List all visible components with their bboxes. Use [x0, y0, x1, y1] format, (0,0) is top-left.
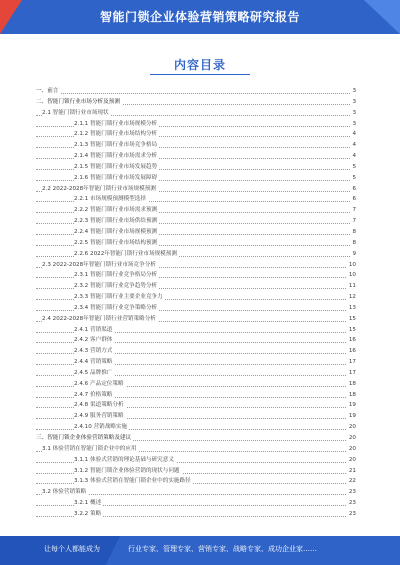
toc-entry-label: 2.4.4 营销策略 — [74, 357, 114, 368]
footer-motto: 让每个人都能成为 — [44, 545, 100, 553]
toc-entry[interactable] — [36, 205, 354, 216]
toc-entry[interactable] — [36, 216, 354, 227]
toc-entry-page: 8 — [350, 238, 356, 249]
toc-entry-label: 3.1.2 智能门锁企业体验营销的现状与问题 — [74, 466, 182, 477]
toc-entry-page: 20 — [347, 433, 356, 444]
toc-entry[interactable] — [36, 119, 354, 130]
toc-entry[interactable] — [36, 325, 354, 336]
toc-entry[interactable] — [36, 97, 354, 108]
toc-entry-label: 2.3.4 智能门锁行业竞争策略分析 — [74, 303, 159, 314]
toc-entry-label: 3.2.2 策略 — [74, 509, 103, 520]
toc-entry[interactable] — [36, 292, 354, 303]
toc-entry-label: 2.4.5 品牌推广 — [74, 368, 114, 379]
toc-entry-page: 4 — [350, 151, 356, 162]
toc-entry[interactable] — [36, 335, 354, 346]
toc-entry[interactable] — [36, 249, 354, 260]
toc-entry-page: 7 — [350, 216, 356, 227]
toc-entry-page: 10 — [347, 270, 356, 281]
toc-entry-label: 一、前言 — [36, 86, 60, 97]
toc-entry-page: 3 — [350, 97, 356, 108]
toc-entry-page: 3 — [350, 119, 356, 130]
toc-entry-label: 2.2 2022-2028年智能门锁行业市场规模预测 — [42, 184, 158, 195]
toc-entry-page: 10 — [347, 260, 356, 271]
toc-entry-page: 19 — [347, 400, 356, 411]
toc-entry-label: 3.1.1 体验式营销的理论基础与研究意义 — [74, 455, 176, 466]
toc-entry-label: 2.4.2 客户群体 — [74, 335, 114, 346]
toc-entry-label: 2.2.2 智能门锁行业市场需求预测 — [74, 205, 159, 216]
toc-entry[interactable] — [36, 411, 354, 422]
toc-entry[interactable] — [36, 390, 354, 401]
toc-entry-label: 2.4 2022-2028年智能门锁行业营销策略分析 — [42, 314, 158, 325]
toc-entry[interactable] — [36, 444, 354, 455]
toc-entry-page: 5 — [350, 162, 356, 173]
toc-entry-label: 2.4.6 产品定位策略 — [74, 379, 126, 390]
toc-entry[interactable] — [36, 140, 354, 151]
toc-entry-label: 2.1.2 智能门锁行业市场结构分析 — [74, 129, 159, 140]
toc-entry[interactable] — [36, 476, 354, 487]
toc-entry-page: 3 — [350, 86, 356, 97]
toc-entry-page: 5 — [350, 173, 356, 184]
toc-entry[interactable] — [36, 466, 354, 477]
toc-entry-label: 2.2.6 2022年智能门锁行业市场规模预测 — [74, 249, 179, 260]
toc-entry-page: 8 — [350, 227, 356, 238]
toc-entry-label: 2.2.3 智能门锁行业市场供给预测 — [74, 216, 159, 227]
toc-entry-page: 21 — [347, 466, 356, 477]
heading-divider — [150, 74, 250, 75]
toc-entry-label: 2.3.2 智能门锁行业竞争趋势分析 — [74, 281, 159, 292]
toc-entry[interactable] — [36, 194, 354, 205]
toc-entry-page: 20 — [347, 444, 356, 455]
toc-entry[interactable] — [36, 86, 354, 97]
toc-entry-page: 23 — [347, 498, 356, 509]
toc-entry-label: 3.1 体验营销在智能门锁企业中的应用 — [42, 444, 139, 455]
toc-entry-label: 2.4.9 服务营销策略 — [74, 411, 126, 422]
toc-entry-label: 2.1.5 智能门锁行业市场发展趋势 — [74, 162, 159, 173]
toc-entry[interactable] — [36, 433, 354, 444]
toc-entry-page: 6 — [350, 184, 356, 195]
footer-roles: 行业专家、管理专家、营销专家、战略专家、成功企业家…… — [128, 545, 317, 553]
toc-entry-label: 3.2 体验营销策略 — [42, 487, 88, 498]
toc-entry-label: 2.4.7 价格策略 — [74, 390, 114, 401]
toc-entry-label: 2.4.8 渠道策略分析 — [74, 400, 126, 411]
toc-entry-label: 2.2.1 市场规模预测模型选择 — [74, 194, 148, 205]
dot-leader — [36, 93, 354, 94]
page-footer — [0, 536, 400, 565]
toc-entry-page: 3 — [350, 108, 356, 119]
toc-entry-page: 19 — [347, 411, 356, 422]
toc-entry-label: 2.3.3 智能门锁行业主要企业竞争力 — [74, 292, 165, 303]
toc-entry-page: 13 — [347, 303, 356, 314]
toc-entry[interactable] — [36, 108, 354, 119]
toc-entry-page: 15 — [347, 314, 356, 325]
toc-entry[interactable] — [36, 173, 354, 184]
toc-entry-page: 6 — [350, 194, 356, 205]
toc-entry-page: 20 — [347, 455, 356, 466]
toc-entry-label: 三、智能门锁企业体验营销策略及建议 — [36, 433, 133, 444]
toc-entry-label: 2.1.6 智能门锁行业市场发展障碍 — [74, 173, 159, 184]
toc-entry[interactable] — [36, 455, 354, 466]
toc-entry-page: 12 — [347, 292, 356, 303]
toc-entry-page: 16 — [347, 335, 356, 346]
toc-entry[interactable] — [36, 422, 354, 433]
toc-entry-label: 3.1.3 体验式营销在智能门锁企业中的实施路径 — [74, 476, 193, 487]
toc-entry-page: 17 — [347, 368, 356, 379]
report-title: 智能门锁企业体验营销策略研究报告 — [99, 10, 300, 24]
toc-entry[interactable] — [36, 184, 354, 195]
toc-entry-label: 二、智能门锁行业市场分析及预测 — [36, 97, 122, 108]
toc-entry-label: 2.3 2022-2028年智能门锁行业市场竞争分析 — [42, 260, 158, 271]
table-of-contents — [36, 86, 354, 520]
toc-entry-page: 4 — [350, 140, 356, 151]
toc-entry-label: 2.2.5 智能门锁行业市场结构预测 — [74, 238, 159, 249]
toc-entry[interactable] — [36, 260, 354, 271]
toc-entry-label: 2.1.3 智能门锁行业市场竞争格局 — [74, 140, 159, 151]
toc-entry[interactable] — [36, 281, 354, 292]
toc-entry[interactable] — [36, 368, 354, 379]
toc-entry[interactable] — [36, 498, 354, 509]
toc-entry[interactable] — [36, 162, 354, 173]
toc-entry-page: 22 — [347, 476, 356, 487]
toc-heading: 内容目录 — [173, 58, 226, 72]
toc-entry[interactable] — [36, 151, 354, 162]
toc-entry-label: 2.1.1 智能门锁行业市场规模分析 — [74, 119, 159, 130]
toc-entry-label: 2.4.3 营销方式 — [74, 346, 114, 357]
toc-entry[interactable] — [36, 238, 354, 249]
toc-entry-page: 9 — [350, 249, 356, 260]
toc-entry-page: 18 — [347, 390, 356, 401]
toc-entry-page: 23 — [347, 509, 356, 520]
toc-entry-page: 23 — [347, 487, 356, 498]
toc-entry-label: 2.3.1 智能门锁行业竞争格局分析 — [74, 270, 159, 281]
toc-entry[interactable] — [36, 400, 354, 411]
toc-entry-page: 20 — [347, 422, 356, 433]
toc-entry[interactable] — [36, 509, 354, 520]
toc-entry[interactable] — [36, 129, 354, 140]
toc-entry-label: 2.2.4 智能门锁行业市场规模预测 — [74, 227, 159, 238]
toc-entry-page: 15 — [347, 325, 356, 336]
report-header — [0, 0, 400, 34]
toc-entry[interactable] — [36, 346, 354, 357]
toc-entry-page: 16 — [347, 346, 356, 357]
toc-entry[interactable] — [36, 357, 354, 368]
toc-entry-label: 2.4.10 营销战略实施 — [74, 422, 129, 433]
toc-entry-label: 3.2.1 概述 — [74, 498, 103, 509]
toc-entry[interactable] — [36, 487, 354, 498]
toc-entry[interactable] — [36, 314, 354, 325]
toc-entry[interactable] — [36, 227, 354, 238]
toc-entry-page: 4 — [350, 129, 356, 140]
toc-entry[interactable] — [36, 270, 354, 281]
toc-entry-page: 7 — [350, 205, 356, 216]
toc-entry-label: 2.1 智能门锁行业市场现状 — [42, 108, 111, 119]
toc-entry-label: 2.4.1 营销渠道 — [74, 325, 114, 336]
toc-entry-page: 17 — [347, 357, 356, 368]
toc-entry[interactable] — [36, 379, 354, 390]
toc-entry-page: 18 — [347, 379, 356, 390]
toc-entry-page: 11 — [347, 281, 356, 292]
toc-entry-label: 2.1.4 智能门锁行业市场需求分析 — [74, 151, 159, 162]
toc-entry[interactable] — [36, 303, 354, 314]
